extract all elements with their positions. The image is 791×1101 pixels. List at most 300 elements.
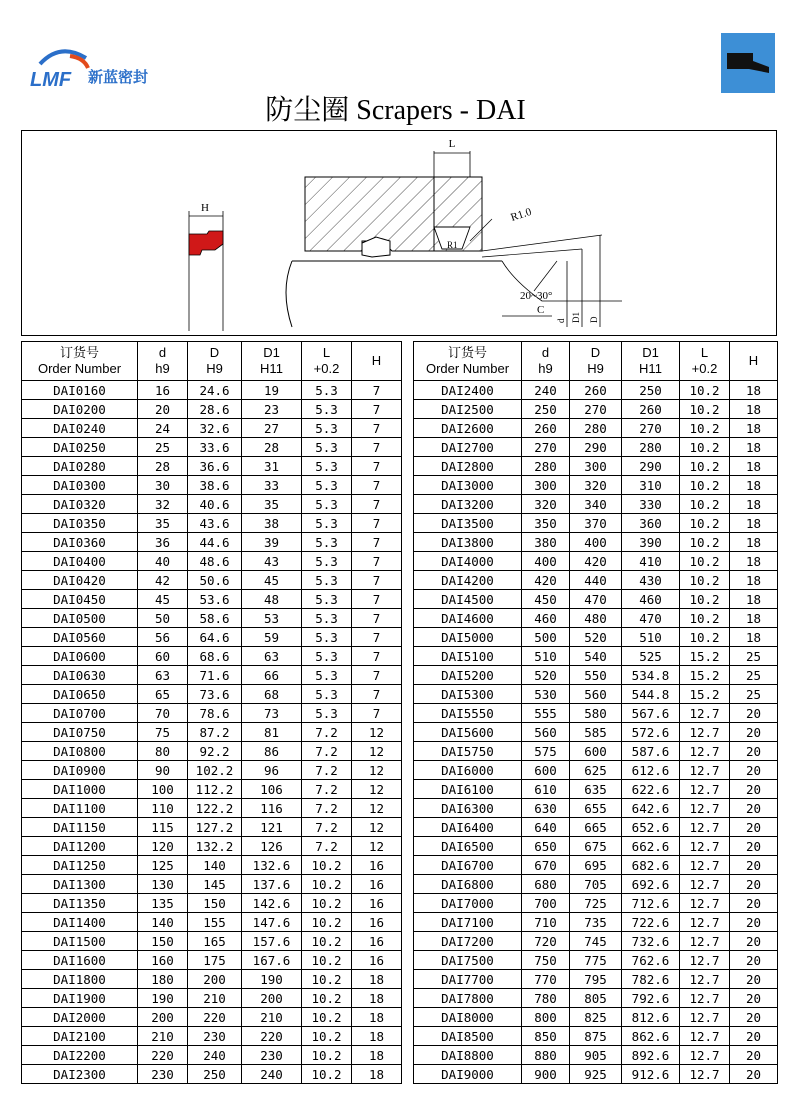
table-cell: 7 <box>352 400 402 419</box>
table-cell: DAI0400 <box>22 552 138 571</box>
table-row <box>22 894 402 913</box>
table-cell: 850 <box>522 1027 570 1046</box>
table-row <box>22 1008 402 1027</box>
seal-red-profile <box>189 231 223 255</box>
col-d: d h9 <box>138 342 188 381</box>
logo-brand-name: 新蓝密封 <box>88 68 149 86</box>
table-cell: 28.6 <box>188 400 242 419</box>
table-cell: DAI3800 <box>414 533 522 552</box>
table-cell: 32 <box>138 495 188 514</box>
table-cell: 290 <box>570 438 622 457</box>
table-cell: 63 <box>242 647 302 666</box>
table-cell: 390 <box>622 533 680 552</box>
table-cell: 610 <box>522 780 570 799</box>
table-cell: 20 <box>730 799 778 818</box>
table-cell: 10.2 <box>302 1046 352 1065</box>
table-cell: 68.6 <box>188 647 242 666</box>
table-cell: 20 <box>730 951 778 970</box>
table-cell: 7.2 <box>302 799 352 818</box>
dim-R10-label: R1.0 <box>509 205 533 224</box>
table-row <box>22 647 402 666</box>
table-cell: DAI1200 <box>22 837 138 856</box>
dim-R1-label: R1 <box>447 240 458 250</box>
table-cell: 580 <box>570 704 622 723</box>
table-cell: 600 <box>570 742 622 761</box>
table-cell: 350 <box>522 514 570 533</box>
table-cell: 35 <box>242 495 302 514</box>
table-cell: DAI0700 <box>22 704 138 723</box>
table-cell: 78.6 <box>188 704 242 723</box>
table-cell: 10.2 <box>680 419 730 438</box>
table-row <box>22 438 402 457</box>
table-cell: 480 <box>570 609 622 628</box>
table-cell: 42 <box>138 571 188 590</box>
table-cell: 12 <box>352 780 402 799</box>
table-cell: 12.7 <box>680 913 730 932</box>
table-row <box>414 970 778 989</box>
table-cell: 520 <box>570 628 622 647</box>
table-row <box>414 818 778 837</box>
table-cell: 12.7 <box>680 723 730 742</box>
table-row <box>414 932 778 951</box>
table-cell: 360 <box>622 514 680 533</box>
table-cell: 20 <box>730 761 778 780</box>
table-row <box>414 381 778 400</box>
table-cell: 155 <box>188 913 242 932</box>
table-cell: 420 <box>522 571 570 590</box>
table-row <box>414 989 778 1008</box>
table-cell: 732.6 <box>622 932 680 951</box>
table-cell: 470 <box>622 609 680 628</box>
col-H: H <box>730 342 778 381</box>
table-row <box>22 837 402 856</box>
table-cell: 567.6 <box>622 704 680 723</box>
table-cell: 7 <box>352 514 402 533</box>
table-row <box>22 951 402 970</box>
table-cell: 135 <box>138 894 188 913</box>
table-row <box>22 628 402 647</box>
table-cell: 260 <box>522 419 570 438</box>
table-cell: 675 <box>570 837 622 856</box>
table-cell: 132.2 <box>188 837 242 856</box>
table-cell: 15.2 <box>680 666 730 685</box>
table-row <box>414 856 778 875</box>
table-cell: 10.2 <box>302 951 352 970</box>
table-cell: 745 <box>570 932 622 951</box>
table-cell: 19 <box>242 381 302 400</box>
table-cell: 7.2 <box>302 818 352 837</box>
table-cell: 20 <box>730 837 778 856</box>
table-cell: DAI2700 <box>414 438 522 457</box>
table-cell: 18 <box>730 571 778 590</box>
table-cell: 16 <box>352 875 402 894</box>
table-cell: DAI7700 <box>414 970 522 989</box>
table-cell: 12.7 <box>680 894 730 913</box>
table-cell: DAI6800 <box>414 875 522 894</box>
table-cell: 250 <box>622 381 680 400</box>
table-cell: 640 <box>522 818 570 837</box>
table-row <box>22 875 402 894</box>
table-cell: 7 <box>352 628 402 647</box>
table-cell: 7 <box>352 666 402 685</box>
table-cell: DAI1000 <box>22 780 138 799</box>
table-cell: 520 <box>522 666 570 685</box>
table-cell: DAI6300 <box>414 799 522 818</box>
table-cell: 270 <box>622 419 680 438</box>
table-row <box>414 457 778 476</box>
table-cell: 200 <box>188 970 242 989</box>
table-cell: 31 <box>242 457 302 476</box>
table-cell: 20 <box>730 1046 778 1065</box>
table-cell: DAI6100 <box>414 780 522 799</box>
table-row <box>22 799 402 818</box>
table-row <box>22 552 402 571</box>
table-cell: DAI0200 <box>22 400 138 419</box>
table-cell: 10.2 <box>680 533 730 552</box>
table-cell: 137.6 <box>242 875 302 894</box>
table-cell: 270 <box>522 438 570 457</box>
table-cell: 555 <box>522 704 570 723</box>
table-cell: 695 <box>570 856 622 875</box>
table-cell: 10.2 <box>302 894 352 913</box>
table-cell: 735 <box>570 913 622 932</box>
table-cell: 66 <box>242 666 302 685</box>
table-cell: DAI0450 <box>22 590 138 609</box>
table-cell: 30 <box>138 476 188 495</box>
table-cell: DAI4000 <box>414 552 522 571</box>
table-cell: 230 <box>242 1046 302 1065</box>
table-cell: 44.6 <box>188 533 242 552</box>
table-cell: 410 <box>622 552 680 571</box>
table-cell: 75 <box>138 723 188 742</box>
table-cell: 50 <box>138 609 188 628</box>
table-cell: 5.3 <box>302 400 352 419</box>
dim-d-label: d <box>556 318 566 323</box>
table-cell: 68 <box>242 685 302 704</box>
table-cell: 157.6 <box>242 932 302 951</box>
table-cell: 43 <box>242 552 302 571</box>
table-cell: 10.2 <box>302 1027 352 1046</box>
table-cell: 450 <box>522 590 570 609</box>
table-cell: 5.3 <box>302 704 352 723</box>
table-row <box>22 970 402 989</box>
dim-angle-label: 20~30° <box>520 290 553 302</box>
table-cell: 12.7 <box>680 932 730 951</box>
table-cell: 18 <box>730 609 778 628</box>
table-cell: DAI2100 <box>22 1027 138 1046</box>
table-cell: 5.3 <box>302 438 352 457</box>
table-row <box>22 1046 402 1065</box>
table-cell: 20 <box>730 818 778 837</box>
table-cell: 635 <box>570 780 622 799</box>
table-cell: 106 <box>242 780 302 799</box>
table-cell: 100 <box>138 780 188 799</box>
table-cell: 662.6 <box>622 837 680 856</box>
table-row <box>22 400 402 419</box>
table-cell: 165 <box>188 932 242 951</box>
table-cell: 7 <box>352 704 402 723</box>
table-row <box>22 419 402 438</box>
table-cell: DAI0300 <box>22 476 138 495</box>
table-cell: 710 <box>522 913 570 932</box>
table-cell: 20 <box>730 780 778 799</box>
table-cell: 15.2 <box>680 647 730 666</box>
table-cell: 48 <box>242 590 302 609</box>
table-cell: DAI0630 <box>22 666 138 685</box>
table-cell: 725 <box>570 894 622 913</box>
table-cell: 16 <box>352 913 402 932</box>
table-cell: 20 <box>730 1008 778 1027</box>
table-cell: 16 <box>352 894 402 913</box>
seal-cross-section <box>189 202 223 331</box>
table-cell: DAI7800 <box>414 989 522 1008</box>
table-cell: 720 <box>522 932 570 951</box>
table-cell: DAI0650 <box>22 685 138 704</box>
table-cell: 585 <box>570 723 622 742</box>
table-cell: 310 <box>622 476 680 495</box>
table-cell: DAI0250 <box>22 438 138 457</box>
table-cell: 18 <box>352 970 402 989</box>
table-cell: 220 <box>242 1027 302 1046</box>
table-cell: 18 <box>730 419 778 438</box>
table-cell: 900 <box>522 1065 570 1084</box>
table-cell: 121 <box>242 818 302 837</box>
table-cell: 81 <box>242 723 302 742</box>
table-cell: 10.2 <box>680 438 730 457</box>
table-row <box>414 571 778 590</box>
table-cell: 7 <box>352 647 402 666</box>
table-cell: 150 <box>188 894 242 913</box>
table-row <box>22 932 402 951</box>
table-cell: 50.6 <box>188 571 242 590</box>
table-cell: 7 <box>352 552 402 571</box>
table-cell: 12 <box>352 723 402 742</box>
table-cell: 18 <box>352 989 402 1008</box>
table-cell: 210 <box>188 989 242 1008</box>
table-cell: 534.8 <box>622 666 680 685</box>
table-cell: 125 <box>138 856 188 875</box>
table-cell: 320 <box>570 476 622 495</box>
col-D: D H9 <box>570 342 622 381</box>
table-cell: 18 <box>730 438 778 457</box>
table-cell: 12.7 <box>680 704 730 723</box>
table-cell: 36.6 <box>188 457 242 476</box>
table-cell: 10.2 <box>302 932 352 951</box>
table-cell: 10.2 <box>302 875 352 894</box>
table-row <box>414 723 778 742</box>
table-cell: 220 <box>138 1046 188 1065</box>
table-cell: 750 <box>522 951 570 970</box>
table-cell: 230 <box>138 1065 188 1084</box>
table-cell: 7 <box>352 590 402 609</box>
table-cell: 38 <box>242 514 302 533</box>
table-cell: 18 <box>730 476 778 495</box>
table-cell: 20 <box>730 970 778 989</box>
col-L: L +0.2 <box>302 342 352 381</box>
table-cell: 18 <box>352 1027 402 1046</box>
table-row <box>414 875 778 894</box>
table-cell: 240 <box>188 1046 242 1065</box>
table-cell: 780 <box>522 989 570 1008</box>
table-cell: DAI0360 <box>22 533 138 552</box>
table-cell: 700 <box>522 894 570 913</box>
table-cell: 705 <box>570 875 622 894</box>
table-cell: 10.2 <box>680 457 730 476</box>
spec-table-left <box>21 341 402 1084</box>
table-cell: 5.3 <box>302 495 352 514</box>
table-cell: 20 <box>730 1027 778 1046</box>
table-cell: 33.6 <box>188 438 242 457</box>
table-cell: 16 <box>352 932 402 951</box>
table-row <box>414 590 778 609</box>
col-D1: D1 H11 <box>242 342 302 381</box>
table-cell: DAI7500 <box>414 951 522 970</box>
table-cell: DAI2300 <box>22 1065 138 1084</box>
table-cell: 670 <box>522 856 570 875</box>
table-cell: 12 <box>352 742 402 761</box>
table-cell: 43.6 <box>188 514 242 533</box>
table-cell: 460 <box>622 590 680 609</box>
logo-lmf: LMF <box>30 69 72 91</box>
table-cell: 5.3 <box>302 666 352 685</box>
table-cell: 600 <box>522 761 570 780</box>
table-cell: 300 <box>522 476 570 495</box>
table-cell: DAI2400 <box>414 381 522 400</box>
table-cell: 712.6 <box>622 894 680 913</box>
table-cell: DAI0350 <box>22 514 138 533</box>
table-cell: 420 <box>570 552 622 571</box>
table-cell: 16 <box>352 951 402 970</box>
table-cell: 12 <box>352 761 402 780</box>
table-cell: DAI6000 <box>414 761 522 780</box>
table-cell: 680 <box>522 875 570 894</box>
table-row <box>414 609 778 628</box>
table-cell: 190 <box>242 970 302 989</box>
table-cell: 470 <box>570 590 622 609</box>
table-cell: DAI5200 <box>414 666 522 685</box>
table-cell: DAI1800 <box>22 970 138 989</box>
table-cell: 86 <box>242 742 302 761</box>
table-cell: 230 <box>188 1027 242 1046</box>
table-cell: 7 <box>352 533 402 552</box>
table-cell: 12.7 <box>680 761 730 780</box>
table-row <box>414 438 778 457</box>
table-cell: 20 <box>730 1065 778 1084</box>
table-cell: 5.3 <box>302 609 352 628</box>
table-cell: DAI7000 <box>414 894 522 913</box>
table-row <box>414 799 778 818</box>
table-cell: 460 <box>522 609 570 628</box>
table-cell: 126 <box>242 837 302 856</box>
table-cell: 655 <box>570 799 622 818</box>
table-cell: 5.3 <box>302 533 352 552</box>
table-cell: 40 <box>138 552 188 571</box>
table-cell: 10.2 <box>680 400 730 419</box>
table-row <box>414 495 778 514</box>
table-cell: 24.6 <box>188 381 242 400</box>
table-cell: DAI7100 <box>414 913 522 932</box>
technical-drawing <box>21 130 777 336</box>
table-cell: 45 <box>138 590 188 609</box>
table-cell: 340 <box>570 495 622 514</box>
table-cell: 280 <box>570 419 622 438</box>
table-cell: 440 <box>570 571 622 590</box>
table-row <box>414 628 778 647</box>
table-cell: 10.2 <box>302 1065 352 1084</box>
table-row <box>22 609 402 628</box>
table-cell: 12.7 <box>680 1046 730 1065</box>
table-header <box>22 342 402 381</box>
table-cell: 7 <box>352 438 402 457</box>
table-cell: 370 <box>570 514 622 533</box>
table-cell: 5.3 <box>302 457 352 476</box>
table-cell: 80 <box>138 742 188 761</box>
table-cell: DAI4600 <box>414 609 522 628</box>
table-cell: 5.3 <box>302 647 352 666</box>
table-cell: DAI2200 <box>22 1046 138 1065</box>
dim-D-label: D <box>589 316 599 323</box>
table-cell: DAI0160 <box>22 381 138 400</box>
table-cell: 770 <box>522 970 570 989</box>
table-cell: 572.6 <box>622 723 680 742</box>
table-cell: 560 <box>522 723 570 742</box>
table-cell: 53.6 <box>188 590 242 609</box>
dim-H-label: H <box>201 202 209 214</box>
table-cell: 5.3 <box>302 685 352 704</box>
table-cell: 7 <box>352 685 402 704</box>
table-cell: 10.2 <box>680 571 730 590</box>
table-cell: DAI2000 <box>22 1008 138 1027</box>
table-cell: 73.6 <box>188 685 242 704</box>
table-cell: 48.6 <box>188 552 242 571</box>
table-cell: 18 <box>730 590 778 609</box>
table-cell: 320 <box>522 495 570 514</box>
table-row <box>22 989 402 1008</box>
table-cell: 210 <box>138 1027 188 1046</box>
table-cell: 5.3 <box>302 381 352 400</box>
table-cell: 862.6 <box>622 1027 680 1046</box>
table-cell: 18 <box>730 628 778 647</box>
table-cell: 40.6 <box>188 495 242 514</box>
table-cell: DAI0280 <box>22 457 138 476</box>
table-row <box>414 666 778 685</box>
table-cell: 12.7 <box>680 1008 730 1027</box>
table-cell: 10.2 <box>302 970 352 989</box>
table-cell: 330 <box>622 495 680 514</box>
table-row <box>22 818 402 837</box>
table-cell: 722.6 <box>622 913 680 932</box>
col-D1: D1 H11 <box>622 342 680 381</box>
table-cell: DAI5550 <box>414 704 522 723</box>
table-cell: 115 <box>138 818 188 837</box>
table-row <box>22 685 402 704</box>
table-cell: 18 <box>730 552 778 571</box>
table-cell: 20 <box>730 913 778 932</box>
table-cell: 7.2 <box>302 742 352 761</box>
table-cell: 12 <box>352 818 402 837</box>
table-cell: 35 <box>138 514 188 533</box>
table-cell: 12.7 <box>680 799 730 818</box>
table-cell: 112.2 <box>188 780 242 799</box>
table-cell: 892.6 <box>622 1046 680 1065</box>
table-cell: 500 <box>522 628 570 647</box>
table-cell: 240 <box>522 381 570 400</box>
table-cell: 60 <box>138 647 188 666</box>
table-row <box>414 685 778 704</box>
table-cell: DAI8800 <box>414 1046 522 1065</box>
table-row <box>414 742 778 761</box>
table-cell: DAI5600 <box>414 723 522 742</box>
